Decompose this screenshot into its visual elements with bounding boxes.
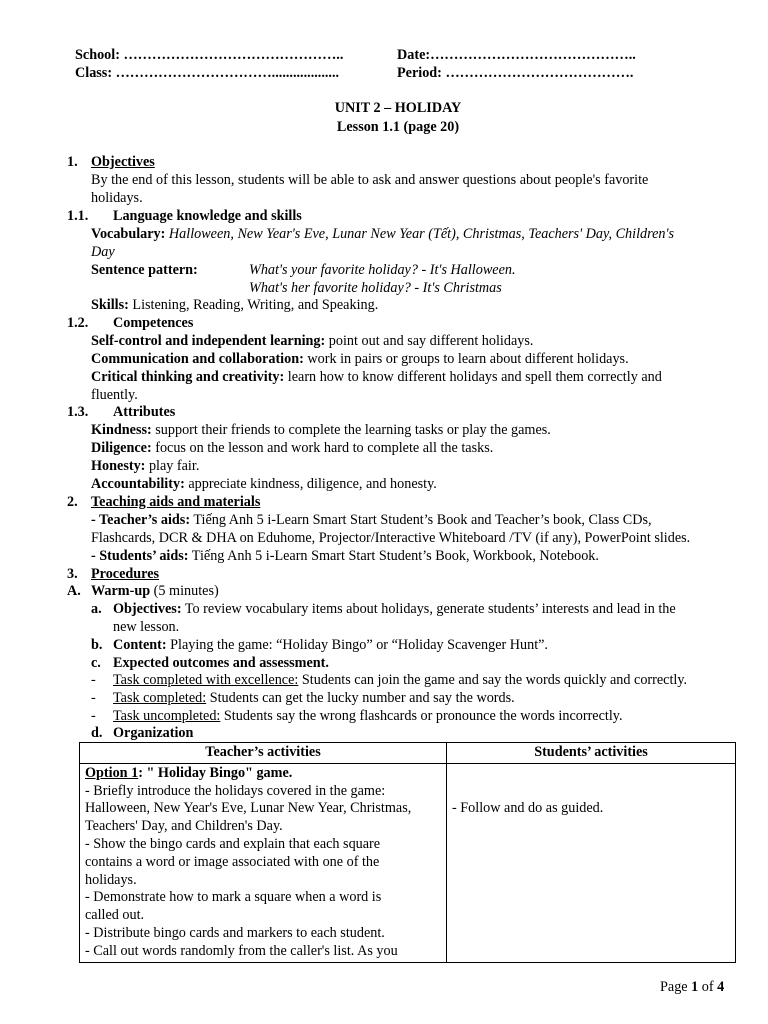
table-header-row [80, 743, 736, 764]
school-field [75, 47, 343, 65]
teacher-line: - Demonstrate how to mark a square when a word is [85, 889, 382, 906]
date-field [397, 47, 636, 65]
section-1-number: 1. [67, 154, 78, 170]
cell-spacer [452, 765, 730, 800]
page-label: Page [660, 979, 688, 995]
outcome-3 [113, 708, 623, 726]
competence-1-label: Self-control and independent learning: [91, 333, 326, 349]
attribute-diligence-label: Diligence: [91, 440, 152, 456]
attribute-kindness-text: support their friends to complete the learning tasks or play the games. [155, 422, 551, 438]
item-d-label: Organization [113, 725, 194, 741]
teacher-aids-line-1 [91, 512, 652, 530]
vocabulary-text: Halloween, New Year's Eve, Lunar New Year (Tết), Christmas, Teachers' Day, Children's [168, 226, 675, 242]
teacher-line: - Show the bingo cards and explain that each square [85, 835, 381, 852]
period-dots: …………………………………. [445, 65, 634, 81]
section-1-1-heading: Language knowledge and skills [113, 208, 302, 224]
page-of: of [701, 979, 714, 995]
vocabulary-line-2: Day [91, 244, 115, 260]
section-1-3-heading: Attributes [113, 404, 176, 420]
attribute-diligence-text: focus on the lesson and work hard to complete all the tasks. [155, 440, 494, 456]
warmup-time: (5 minutes) [153, 583, 219, 599]
item-c-mark: c. [91, 655, 101, 671]
section-2-heading: Teaching aids and materials [91, 494, 261, 510]
item-a-line-2: new lesson. [113, 619, 180, 635]
warmup-heading: Warm-up [91, 583, 151, 599]
period-field [397, 65, 633, 83]
teacher-line: - Call out words randomly from the caller's list. As you [85, 942, 398, 959]
item-a-label: Objectives: [113, 601, 182, 617]
option-title: : " Holiday Bingo" game. [138, 764, 293, 781]
teacher-aids-label: - Teacher’s aids: [91, 512, 191, 528]
option-title-line [85, 765, 441, 783]
students-line: - Follow and do as guided. [452, 799, 604, 816]
warmup-letter: A. [67, 583, 81, 599]
item-b-text: Playing the game: “Holiday Bingo” or “Holiday Scavenger Hunt”. [170, 637, 548, 653]
date-label: Date: [397, 47, 431, 63]
teacher-activities-cell [80, 763, 447, 962]
outcome-3-dash: - [91, 708, 96, 724]
warmup-heading-line [91, 583, 219, 601]
teacher-line: called out. [85, 907, 145, 924]
attribute-diligence [91, 440, 493, 458]
competence-1 [91, 333, 533, 351]
students-aids-label: - Students’ aids: [91, 548, 189, 564]
period-label: Period: [397, 65, 442, 81]
item-d-mark: d. [91, 725, 103, 741]
outcome-1-label: Task completed with excellence: [113, 672, 299, 688]
competence-2-label: Communication and collaboration: [91, 351, 304, 367]
teacher-line: Halloween, New Year's Eve, Lunar New Year, Christmas, [85, 800, 412, 817]
teacher-aids-line-2: Flashcards, DCR & DHA on Eduhome, Projector/Interactive Whiteboard /TV (if any), PowerPoint slides. [91, 530, 691, 546]
teacher-activities-header: Teacher’s activities [80, 743, 447, 764]
organization-table [79, 742, 736, 963]
section-1-2-number: 1.2. [67, 315, 89, 331]
date-dots: …………………………………….. [430, 47, 636, 63]
skills-line [91, 297, 378, 315]
teacher-line: contains a word or image associated with one of the [85, 853, 380, 870]
page-number [660, 979, 724, 997]
section-3-heading: Procedures [91, 566, 160, 582]
competence-3-line-2: fluently. [91, 387, 138, 403]
attribute-accountability-text: appreciate kindness, diligence, and honesty. [188, 476, 437, 492]
objectives-intro-line-1: By the end of this lesson, students will be able to ask and answer questions about people's favorite [91, 172, 649, 188]
attribute-accountability [91, 476, 437, 494]
page-current: 1 [691, 979, 699, 995]
sentence-pattern-2: What's her favorite holiday? - It's Christmas [249, 280, 502, 296]
section-3-number: 3. [67, 566, 78, 582]
lesson-title: Lesson 1.1 (page 20) [336, 119, 460, 135]
item-c-label: Expected outcomes and assessment. [113, 655, 329, 671]
outcome-2-dash: - [91, 690, 96, 706]
teacher-line: - Briefly introduce the holidays covered in the game: [85, 782, 386, 799]
skills-text: Listening, Reading, Writing, and Speaking. [132, 297, 379, 313]
teacher-line: Teachers' Day, and Children's Day. [85, 818, 283, 835]
objectives-intro-line-2: holidays. [91, 190, 143, 206]
competence-1-text: point out and say different holidays. [328, 333, 534, 349]
table-row [80, 763, 736, 962]
outcome-1-text: Students can join the game and say the words quickly and correctly. [301, 672, 688, 688]
item-b-label: Content: [113, 637, 167, 653]
outcome-2 [113, 690, 515, 708]
students-aids-line [91, 548, 599, 566]
school-label: School: [75, 47, 120, 63]
school-dots: ……………………………………….. [123, 47, 344, 63]
item-b-line [113, 637, 548, 655]
teacher-aids-text: Tiếng Anh 5 i-Learn Smart Start Student’s Book and Teacher’s book, Class CDs, [193, 512, 652, 528]
attribute-kindness-label: Kindness: [91, 422, 152, 438]
students-activities-header: Students’ activities [447, 743, 736, 764]
teacher-line: - Distribute bingo cards and markers to each student. [85, 924, 385, 941]
competence-2 [91, 351, 629, 369]
attribute-honesty-label: Honesty: [91, 458, 146, 474]
skills-label: Skills: [91, 297, 129, 313]
outcome-1 [113, 672, 687, 690]
sentence-pattern-1: What's your favorite holiday? - It's Halloween. [249, 262, 516, 278]
item-a-line-1 [113, 601, 676, 619]
class-dots: ……………………………................... [115, 65, 340, 81]
unit-title: UNIT 2 – HOLIDAY [334, 100, 462, 116]
section-1-1-number: 1.1. [67, 208, 89, 224]
option-label: Option 1 [85, 764, 139, 781]
vocabulary-label: Vocabulary: [91, 226, 166, 242]
vocabulary-line [91, 226, 674, 244]
section-1-heading: Objectives [91, 154, 155, 170]
item-b-mark: b. [91, 637, 103, 653]
sentence-pattern-label: Sentence pattern: [91, 262, 198, 278]
page-total: 4 [717, 979, 725, 995]
competence-2-text: work in pairs or groups to learn about different holidays. [307, 351, 629, 367]
class-field [75, 65, 339, 83]
attribute-accountability-label: Accountability: [91, 476, 185, 492]
students-aids-text: Tiếng Anh 5 i-Learn Smart Start Student’s Book, Workbook, Notebook. [191, 548, 599, 564]
item-a-text: To review vocabulary items about holidays, generate students’ interests and lead in the [184, 601, 676, 617]
competence-3-label: Critical thinking and creativity: [91, 369, 285, 385]
attribute-honesty-text: play fair. [148, 458, 200, 474]
attribute-honesty [91, 458, 199, 476]
students-activities-cell [447, 763, 736, 962]
competence-3-text: learn how to know different holidays and spell them correctly and [287, 369, 662, 385]
outcome-3-text: Students say the wrong flashcards or pronounce the words incorrectly. [223, 708, 623, 724]
section-1-2-heading: Competences [113, 315, 194, 331]
outcome-2-text: Students can get the lucky number and say the words. [209, 690, 515, 706]
outcome-3-label: Task uncompleted: [113, 708, 221, 724]
outcome-2-label: Task completed: [113, 690, 207, 706]
outcome-1-dash: - [91, 672, 96, 688]
section-2-number: 2. [67, 494, 78, 510]
item-a-mark: a. [91, 601, 102, 617]
teacher-line: holidays. [85, 871, 137, 888]
competence-3 [91, 369, 662, 387]
attribute-kindness [91, 422, 551, 440]
section-1-3-number: 1.3. [67, 404, 89, 420]
class-label: Class: [75, 65, 113, 81]
